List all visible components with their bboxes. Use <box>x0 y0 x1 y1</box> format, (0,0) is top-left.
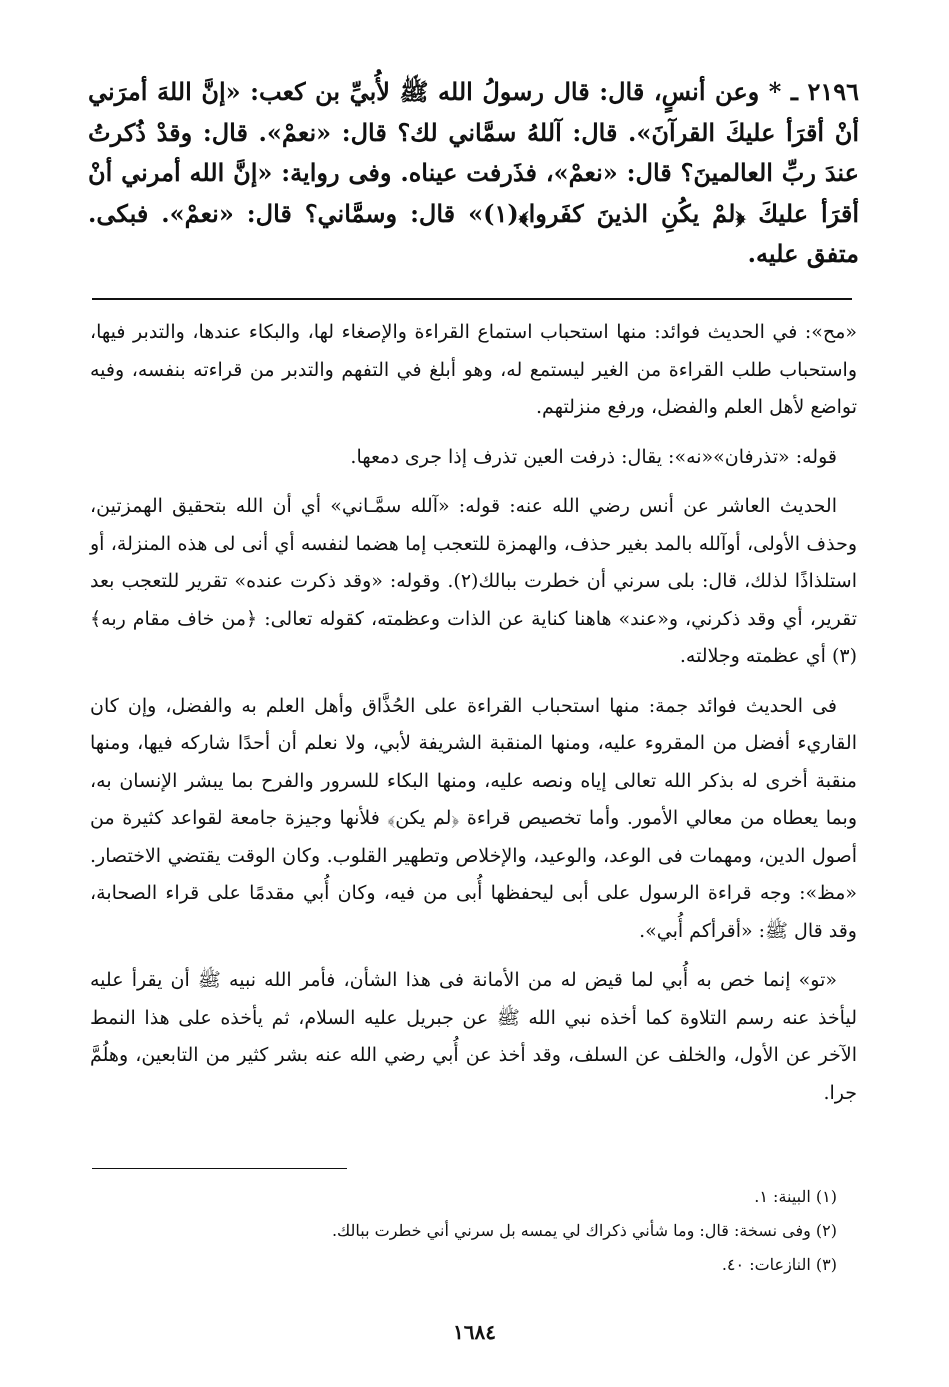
commentary-paragraph-1: «مح»: في الحديث فوائد: منها استحباب استماع القراءة والإصغاء لها، والبكاء عندها، والتدبر فيها، واستحباب طلب القراءة من الغير ليستمع له، وهو أبلغ في التفهم والتدبر من قراءته بنفسه، وفيه تواضع لأهل العلم والفضل، ورفع منزلتهم. <box>90 321 857 418</box>
footnote-separator <box>92 1168 347 1169</box>
footnotes <box>92 1180 837 1282</box>
page-number: ١٦٨٤ <box>453 1320 496 1344</box>
footnote-2: (٢) وفى نسخة: قال: وما شأني ذكراك لي يمسه بل سرني أني خطرت ببالك. <box>331 1221 837 1240</box>
commentary-paragraph-3: الحديث العاشر عن أنس رضي الله عنه: قوله: «آلله سمَّـاني» أي أن الله بتحقيق الهمزتين، وحذف الأولى، أوآلله بالمد بغير حذف، والهمزة للتعجب إما هضما لنفسه أي أنى لى هذه المنزلة، أو استلذاذًا لذلك، قال: بلى سرني أن خطرت ببالك(٢). وقوله: «وقد ذكرت عنده» تقرير للتعجب بعد تقرير، أي وقد ذكرني، و«عند» هاهنا كناية عن الذات وعظمته، كقوله تعالى: ﴿من خاف مقام ربه﴾(٣) أي عظمته وجلالته. <box>90 495 857 667</box>
hadith-text: ٢١٩٦ ـ * وعن أنسٍ، قال: قال رسولُ الله ﷺ لأُبيِّ بن كعب: «إنَّ اللهَ أمرَني أنْ أقرَأ عليكَ القرآنَ». قال: آللهُ سمَّاني لك؟ قال: «نعمْ». قال: وقدْ ذُكرتُ عندَ ربِّ العالمينَ؟ قال: «نعمْ»، فذَرفت عيناه. وفى رواية: «إنَّ الله أمرني أنْ أقرَأ عليكَ ﴿لمْ يكُنِ الذينَ كفَروا﴾(١)» قال: وسمَّاني؟ قال: «نعمْ». فبكى. متفق عليه. <box>88 77 859 268</box>
commentary <box>90 314 857 1124</box>
separator-rule <box>92 298 852 300</box>
commentary-paragraph-5: «تو» إنما خص به أُبي لما قيض له من الأمانة فى هذا الشأن، فأمر الله نبيه ﷺ أن يقرأ عليه ليأخذ عنه رسم التلاوة كما أخذه نبي الله ﷺ عن جبريل عليه السلام، ثم يأخذه على هذا النمط الآخر عن الأول، والخلف عن السلف، وقد أخذ عن أُبي رضي الله عنه بشر كثير من التابعين، وهلُمَّ جرا. <box>90 969 857 1104</box>
commentary-paragraph-4: فى الحديث فوائد جمة: منها استحباب القراءة على الحُذَّاق وأهل العلم به والفضل، وإن كان القاريء أفضل من المقروء عليه، ومنها المنقبة الشريفة لأبي، ولا نعلم أن أحدًا شاركه فيها، ومنها منقبة أخرى له بذكر الله تعالى إياه ونصه عليه، ومنها البكاء للسرور والفرح بما يبشر الإنسان به، وبما يعطاه من معالي الأمور. وأما تخصيص قراءة ﴿لم يكن﴾ فلأنها وجيزة جامعة لقواعد كثيرة من أصول الدين، ومهمات فى الوعد، والوعيد، والإخلاص وتطهير القلوب. وكان الوقت يقتضي الاختصار. «مظ»: وجه قراءة الرسول على أبى ليحفظها أُبى من فيه، وكان أُبي مقدمًا على قراء الصحابة، وقد قال ﷺ: «أقرأكم أُبي». <box>90 694 857 942</box>
commentary-paragraph-2: قوله: «تذرفان»«نه»: يقال: ذرفت العين تذرف إذا جرى دمعها. <box>350 445 837 468</box>
footnote-1: (١) البينة: ١. <box>754 1187 837 1206</box>
footnote-3: (٣) النازعات: ٤٠. <box>721 1255 837 1274</box>
